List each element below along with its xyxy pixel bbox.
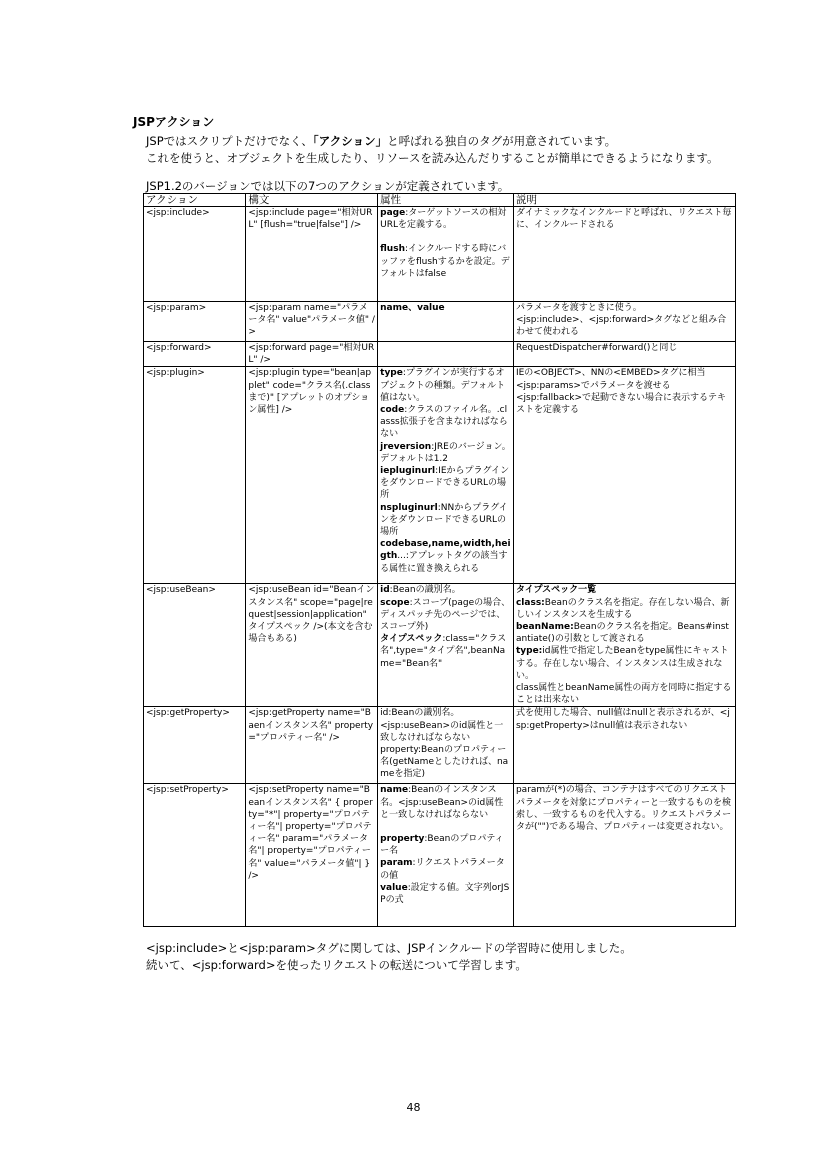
table-row (144, 584, 736, 707)
intro-text: JSPではスクリプトだけでなく、 (146, 134, 313, 148)
table-header-row (144, 194, 736, 207)
header-action: アクション (144, 194, 246, 207)
intro-paragraph (146, 133, 718, 167)
intro-emphasis: 「アクション」 (312, 134, 388, 148)
syntax-cell: <jsp:param name="パラメータ名" value"パラメータ値" /> (246, 302, 378, 342)
table-intro: JSP1.2のバージョンでは以下の7つのアクションが定義されています。 (146, 179, 510, 193)
outro-paragraph (146, 940, 632, 974)
table-row (144, 207, 736, 302)
desc-cell: RequestDispatcher#forward()と同じ (513, 342, 735, 367)
table-row (144, 784, 736, 927)
desc-cell: IEの<OBJECT>、NNの<EMBED>タグに相当 <jsp:params>でパラメータを渡せる <jsp:fallback>で起動できない場合に表示するテキストを定義する (513, 367, 735, 584)
desc-cell: パラメータを渡すときに使う。 <jsp:include>、<jsp:forward>タグなどと組み合わせて使われる (513, 302, 735, 342)
header-syntax: 構文 (246, 194, 378, 207)
action-cell: <jsp:param> (144, 302, 246, 342)
table-row (144, 342, 736, 367)
desc-cell: タイプスペック一覧 class:Beanのクラス名を指定。存在しない場合、新しいインスタンスを生成する beanName:Beanのクラス名を指定。Beans#instantiate()の引数として渡される type:id属性で指定したBeanをtype属性にキャストする。存在しない場合、インスタンスは生成されない。 class属性とbeanName属性の両方を同時に指定することは出来ない (513, 584, 735, 707)
attr-cell: name:Beanのインスタンス名。<jsp:useBean>のid属性と一致しなければならない property:Beanのプロパティー名 param:リクエストパラメータの値 value:設定する値。文字列orJSPの式 (378, 784, 514, 927)
attr-cell: id:Beanの識別名。 <jsp:useBean>のid属性と一致しなければならない property:Beanのプロパティー名(getNameとしたければ、nameを指定) (378, 707, 514, 784)
table-row (144, 302, 736, 342)
intro-text: と呼ばれる独自のタグが用意されています。 (387, 134, 617, 148)
desc-cell: ダイナミックなインクルードと呼ばれ、リクエスト毎に、インクルードされる (513, 207, 735, 302)
attr-cell: id:Beanの識別名。 scope:スコープ(pageの場合、ディスパッチ先のページでは、スコープ外) タイプスペック:class="クラス名",type="タイプ名",beanName="Bean名" (378, 584, 514, 707)
table-row (144, 367, 736, 584)
desc-cell: paramが(*)の場合、コンテナはすべてのリクエストパラメータを対象にプロパティーと一致するものを検索し、一致するものを代入する。リクエストパラメータが("")である場合、プロパティーは変更されない。 (513, 784, 735, 927)
desc-cell: 式を使用した場合、null値はnullと表示されるが、<jsp:getProperty>はnull値は表示されない (513, 707, 735, 784)
header-attributes: 属性 (378, 194, 514, 207)
syntax-cell: <jsp:forward page="相対URL" /> (246, 342, 378, 367)
attr-cell (378, 342, 514, 367)
page-heading: JSPアクション (133, 115, 215, 129)
syntax-cell: <jsp:getProperty name="Baenインスタンス名" property="プロパティー名" /> (246, 707, 378, 784)
header-description: 説明 (513, 194, 735, 207)
action-cell: <jsp:getProperty> (144, 707, 246, 784)
page-number: 48 (406, 1101, 421, 1114)
outro-line-2: 続いて、<jsp:forward>を使ったリクエストの転送について学習します。 (146, 958, 527, 972)
syntax-cell: <jsp:setProperty name="Beanインスタンス名" { property="*"| property="プロパティー名"| property="プロパティー名" param="パラメータ名"| property="プロパティー名" value="パラメータ値"| } /> (246, 784, 378, 927)
actions-table (143, 193, 736, 927)
action-cell: <jsp:plugin> (144, 367, 246, 584)
syntax-cell: <jsp:include page="相対URL" [flush="true|false"] /> (246, 207, 378, 302)
action-cell: <jsp:setProperty> (144, 784, 246, 927)
action-cell: <jsp:useBean> (144, 584, 246, 707)
intro-line-1 (146, 133, 718, 150)
syntax-cell: <jsp:useBean id="Beanインスタンス名" scope="page|request|session|application" タイプスペック />(本文を含む場合もある) (246, 584, 378, 707)
intro-line-2: これを使うと、オブジェクトを生成したり、リソースを読み込んだりすることが簡単にできるようになります。 (146, 151, 719, 165)
action-cell: <jsp:forward> (144, 342, 246, 367)
attr-cell: name、value (378, 302, 514, 342)
attr-cell: type:プラグインが実行するオブジェクトの種類。デフォルト値はない。 code:クラスのファイル名。.classs拡張子を含まなければならない jreversion:JREのバージョン。デフォルトは1.2 iepluginurl:IEからプラグインをダウンロードできるURLの場所 nspluginurl:NNからプラグインをダウンロードできるURLの場所 codebase,name,width,heigth...:アプレットタグの該当する属性に置き換えられる (378, 367, 514, 584)
table-row (144, 707, 736, 784)
outro-line-1: <jsp:include>と<jsp:param>タグに関しては、JSPインクルードの学習時に使用しました。 (146, 941, 632, 955)
attr-cell: page:ターゲットソースの相対URLを定義する。 flush:インクルードする時にバッファをflushするかを設定。デフォルトはfalse (378, 207, 514, 302)
action-cell: <jsp:include> (144, 207, 246, 302)
syntax-cell: <jsp:plugin type="bean|applet" code="クラス名(.classまで)" [アプレットのオプション属性] /> (246, 367, 378, 584)
